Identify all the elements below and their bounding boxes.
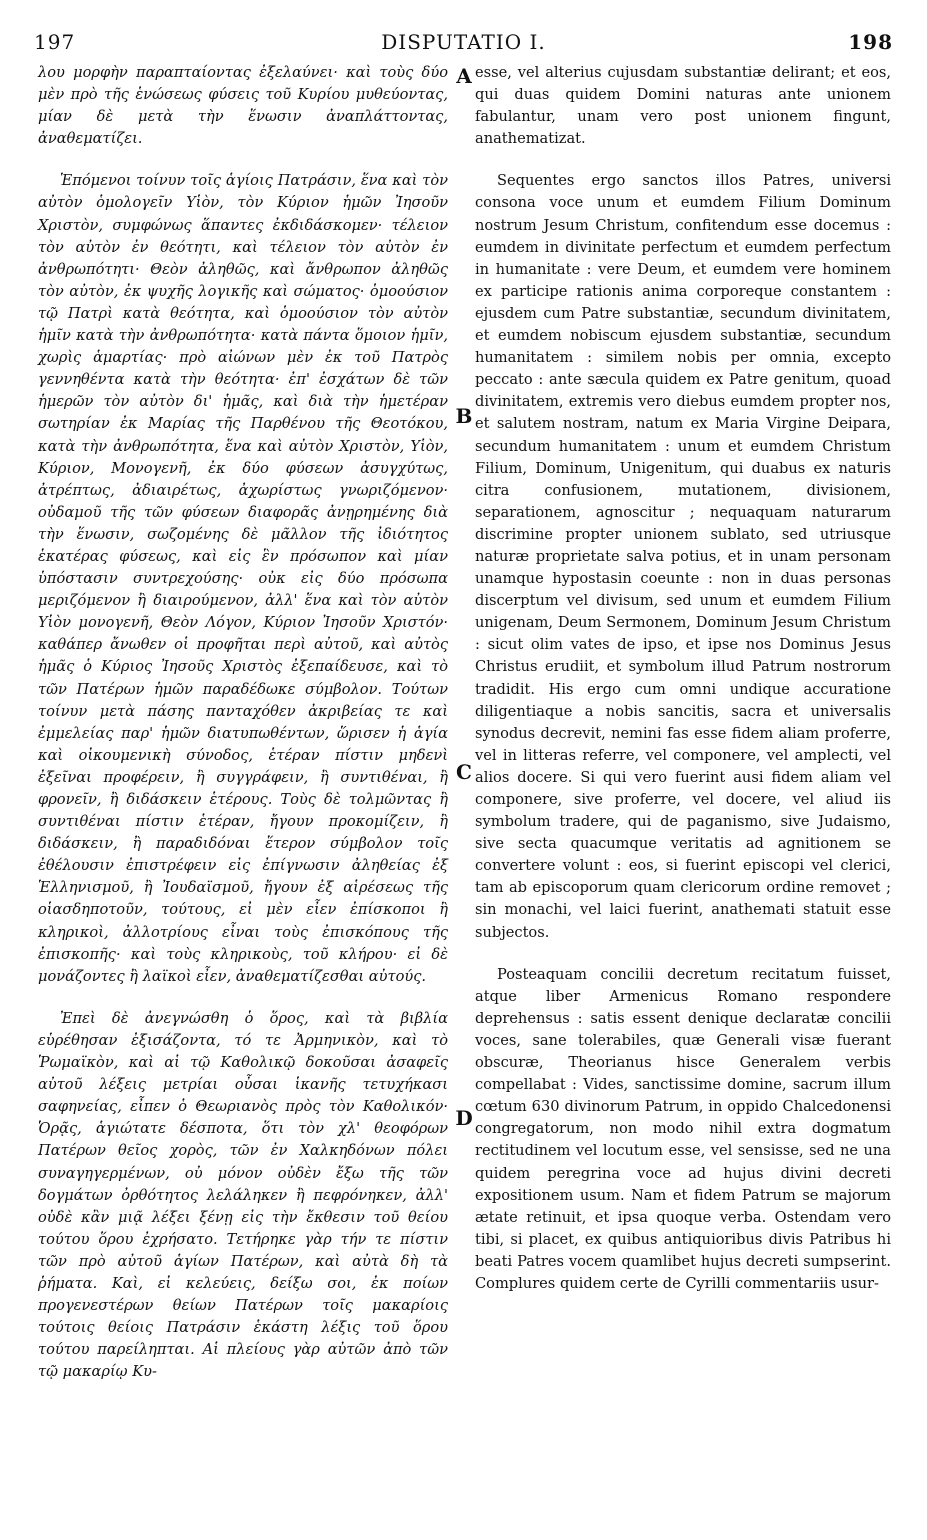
greek-paragraph: λου μορφὴν παραπταίοντας ἐξελαύνει· καὶ τοὺς δύο μὲν πρὸ τῆς ἑνώσεως φύσεις τοῦ Κυρίου μυθεύοντας, μίαν δὲ μετὰ τὴν ἕνωσιν ἀναπλάττοντας, ἀναθεματίζει. xyxy=(38,64,448,148)
latin-paragraph: Sequentes ergo sanctos illos Patres, universi consona voce unum et eumdem Filium Dominum nostrum Jesum Christum, confitendum esse docemus : eumdem in divinitate perfectum et eumdem perfectum in humanitate : vere Deum, et eumdem vere hominem ex participe rationis anima corporeque constantem : ejusdem cum Patre substantiæ, secundum divinitatem, et eumdem nobiscum ejusdem substantiæ, secundum humanitatem : similem nobis per omnia, excepto peccato : ante sæcula quidem ex Patre genitum, quoad divinitatem, extremis vero diebus eumdem propter nos, et salutem nostram, natum ex Maria Virgine Deipara, secundum humanitatem : unum et eumdem Christum Filium, Dominum, Unigenitum, qui duabus ex naturis citra confusionem, mutationem, divisionem, separationem, agnoscitur ; nequaquam naturarum discrimine propter unionem sublato, sed utriusque naturæ proprietate salva potius, et in unam personam unamque hypostasin coeunte : non in duas personas discerptum vel divisum, sed unum et eumdem Filium unigenam, Deum Sermonem, Dominum Jesum Christum : sicut olim vates de ipso, et ipse nos Dominus Jesus Christus erudiit, et symbolum illud Patrum nostrorum tradidit. His ergo cum omni undique accuratione diligentiaque a nobis sancitis, sacra et universalis synodus decrevit, nemini fas esse fidem aliam proferre, vel in litteras referre, vel componere, vel amplecti, vel alios docere. Si qui vero fuerint ausi fidem aliam vel componere, sive proferre, vel docere, vel aliud iis symbolum tradere, qui de paganismo, sive Judaismo, sive secta quacumque veritatis ad agnitionem se convertere volunt : eos, si fuerint episcopi vel clerici, tam ab episcoporum quam clericorum ordine removet ; sin monachi, vel laici fuerint, anathemati statuit esse subjectos. xyxy=(475,172,891,941)
greek-paragraph: Ἐπεὶ δὲ ἀνεγνώσθη ὁ ὅρος, καὶ τὰ βιβλία εὑρέθησαν ἐξισάζοντα, τό τε Ἀρμηνικὸν, καὶ τὸ Ῥωμαϊκὸν, καὶ αἱ τῷ Καθολικῷ δοκοῦσαι ἀσαφεῖς αὐτοῦ λέξεις μετρίαι οὖσαι ἱκανῆς τετυχήκασι σαφηνείας, εἶπεν ὁ Θεωριανὸς πρὸς τὸν Καθολικόν· Ὁρᾷς, ἁγιώτατε δέσποτα, ὅτι τὸν χλ' θεοφόρων Πατέρων θεῖος χορὸς, τῶν ἐν Χαλκηδόνων πόλει συναγηγερμένων, οὐ μόνον οὐδὲν ἔξω τῆς τῶν δογμάτων ὀρθότητος λελάληκεν ἢ πεφρόνηκεν, ἀλλ' οὐδὲ κἂν μιᾷ λέξει ξένῃ εἰς τὴν ἔκθεσιν τοῦ θείου τούτου ὅρου ἐχρήσατο. Τετήρηκε γὰρ τήν τε πίστιν τῶν πρὸ αὐτοῦ ἁγίων Πατέρων, καὶ αὐτὰ δὴ τὰ ῥήματα. Καὶ, εἰ κελεύεις, δείξω σοι, ἐκ ποίων προγενεστέρων θείων Πατέρων τοῖς μακαρίοις τούτοις θείοις Πατράσιν ἑκάστη λέξις τοῦ ὅρου τούτου παρείληπται. Αἱ πλείους γὰρ αὐτῶν ἀπὸ τῶν τῷ μακαρίῳ Κυ- xyxy=(38,1009,448,1381)
greek-column xyxy=(38,62,448,1383)
margin-letter-d: D xyxy=(455,1106,473,1130)
latin-paragraph: Posteaquam concilii decretum recitatum fuisset, atque liber Armenicus Romano respondere deprehensus : satis essent denique declaratæ concilii voces, sane tolerabiles, quæ Generali visæ fuerant obscuræ, Theorianus hisce Generalem verbis compellabat : Vides, sanctissime domine, sacrum illum cœtum 630 divinorum Patrum, in oppido Chalcedonensi congregatorum, non modo nihil extra dogmatum rectitudinem vel locutum esse, vel sensisse, sed ne una quidem peregrina voce ad hujus divini decreti expositionem usum. Nam et fidem Patrum se majorum ætate retinuit, et ipsa quoque verba. Ostendam vero tibi, si placet, ex quibus antiquioribus divis Patribus hi beati Patres vocem quamlibet hujus decreti sumpserint. Complures quidem certe de Cyrilli commentariis usur- xyxy=(475,965,891,1292)
page-header xyxy=(34,30,893,62)
margin-letter-c: C xyxy=(456,760,472,784)
latin-column xyxy=(475,62,891,1295)
margin-letter-a: A xyxy=(456,64,472,88)
page-number-left: 197 xyxy=(34,30,76,54)
latin-paragraph: esse, vel alterius cujusdam substantiæ delirant; et eos, qui duas quidem Domini naturas ante unionem fabulantur, unam vero post unionem fingunt, anathematizat. xyxy=(475,64,891,148)
greek-paragraph: Ἑπόμενοι τοίνυν τοῖς ἁγίοις Πατράσιν, ἕνα καὶ τὸν αὐτὸν ὁμολογεῖν Υἱὸν, τὸν Κύριον ἡμῶν Ἰησοῦν Χριστὸν, συμφώνως ἅπαντες ἐκδιδάσκομεν· τέλειον τὸν αὐτὸν ἐν θεότητι, καὶ τέλειον τὸν αὐτὸν ἐν ἀνθρωπότητι· Θεὸν ἀληθῶς, καὶ ἄνθρωπον ἀληθῶς τὸν αὐτὸν, ἐκ ψυχῆς λογικῆς καὶ σώματος· ὁμοούσιον τῷ Πατρὶ κατὰ θεότητα, καὶ ὁμοούσιον τὸν αὐτὸν ἡμῖν κατὰ τὴν ἀνθρωπότητα· κατὰ πάντα ὅμοιον ἡμῖν, χωρὶς ἁμαρτίας· πρὸ αἰώνων μὲν ἐκ τοῦ Πατρὸς γεννηθέντα κατὰ τὴν θεότητα· ἐπ' ἐσχάτων δὲ τῶν ἡμερῶν τὸν αὐτὸν δι' ἡμᾶς, καὶ διὰ τὴν ἡμετέραν σωτηρίαν ἐκ Μαρίας τῆς Παρθένου τῆς Θεοτόκου, κατὰ τὴν ἀνθρωπότητα, ἕνα καὶ αὐτὸν Χριστὸν, Υἱὸν, Κύριον, Μονογενῆ, ἐκ δύο φύσεων ἀσυγχύτως, ἀτρέπτως, ἀδιαιρέτως, ἀχωρίστως γνωριζόμενον· οὐδαμοῦ τῆς τῶν φύσεων διαφορᾶς ἀνῃρημένης διὰ τὴν ἕνωσιν, σωζομένης δὲ μᾶλλον τῆς ἰδιότητος ἑκατέρας φύσεως, καὶ εἰς ἓν πρόσωπον καὶ μίαν ὑπόστασιν συντρεχούσης· οὐκ εἰς δύο πρόσωπα μεριζόμενον ἢ διαιρούμενον, ἀλλ' ἕνα καὶ τὸν αὐτὸν Υἱὸν μονογενῆ, Θεὸν Λόγον, Κύριον Ἰησοῦν Χριστόν· καθάπερ ἄνωθεν οἱ προφῆται περὶ αὐτοῦ, καὶ αὐτὸς ἡμᾶς ὁ Κύριος Ἰησοῦς Χριστὸς ἐξεπαίδευσε, καὶ τὸ τῶν Πατέρων ἡμῶν παραδέδωκε σύμβολον. Τούτων τοίνυν μετὰ πάσης πανταχόθεν ἀκριβείας τε καὶ ἐμμελείας παρ' ἡμῶν διατυπωθέντων, ὥρισεν ἡ ἁγία καὶ οἰκουμενικὴ σύνοδος, ἑτέραν πίστιν μηδενὶ ἐξεῖναι προφέρειν, ἢ συγγράφειν, ἢ συντιθέναι, ἢ φρονεῖν, ἢ διδάσκειν ἑτέρους. Τοὺς δὲ τολμῶντας ἢ συντιθέναι πίστιν ἑτέραν, ἤγουν προκομίζειν, ἢ διδάσκειν, ἢ παραδιδόναι ἕτερον σύμβολον τοῖς ἐθέλουσιν ἐπιστρέφειν εἰς ἐπίγνωσιν ἀληθείας ἐξ Ἑλληνισμοῦ, ἢ Ἰουδαϊσμοῦ, ἤγουν ἐξ αἱρέσεως τῆς οἱασδηποτοῦν, τούτους, εἰ μὲν εἶεν ἐπίσκοποι ἢ κληρικοὶ, ἀλλοτρίους εἶναι τοὺς ἐπισκόπους τῆς ἐπισκοπῆς· καὶ τοὺς κληρικοὺς, τοῦ κλήρου· εἰ δὲ μονάζοντες ἢ λαϊκοὶ εἶεν, ἀναθεματίζεσθαι αὐτούς. xyxy=(38,172,448,985)
margin-letter-b: B xyxy=(455,404,473,428)
running-title: DISPUTATIO I. xyxy=(381,30,546,54)
page-number-right: 198 xyxy=(848,30,893,54)
